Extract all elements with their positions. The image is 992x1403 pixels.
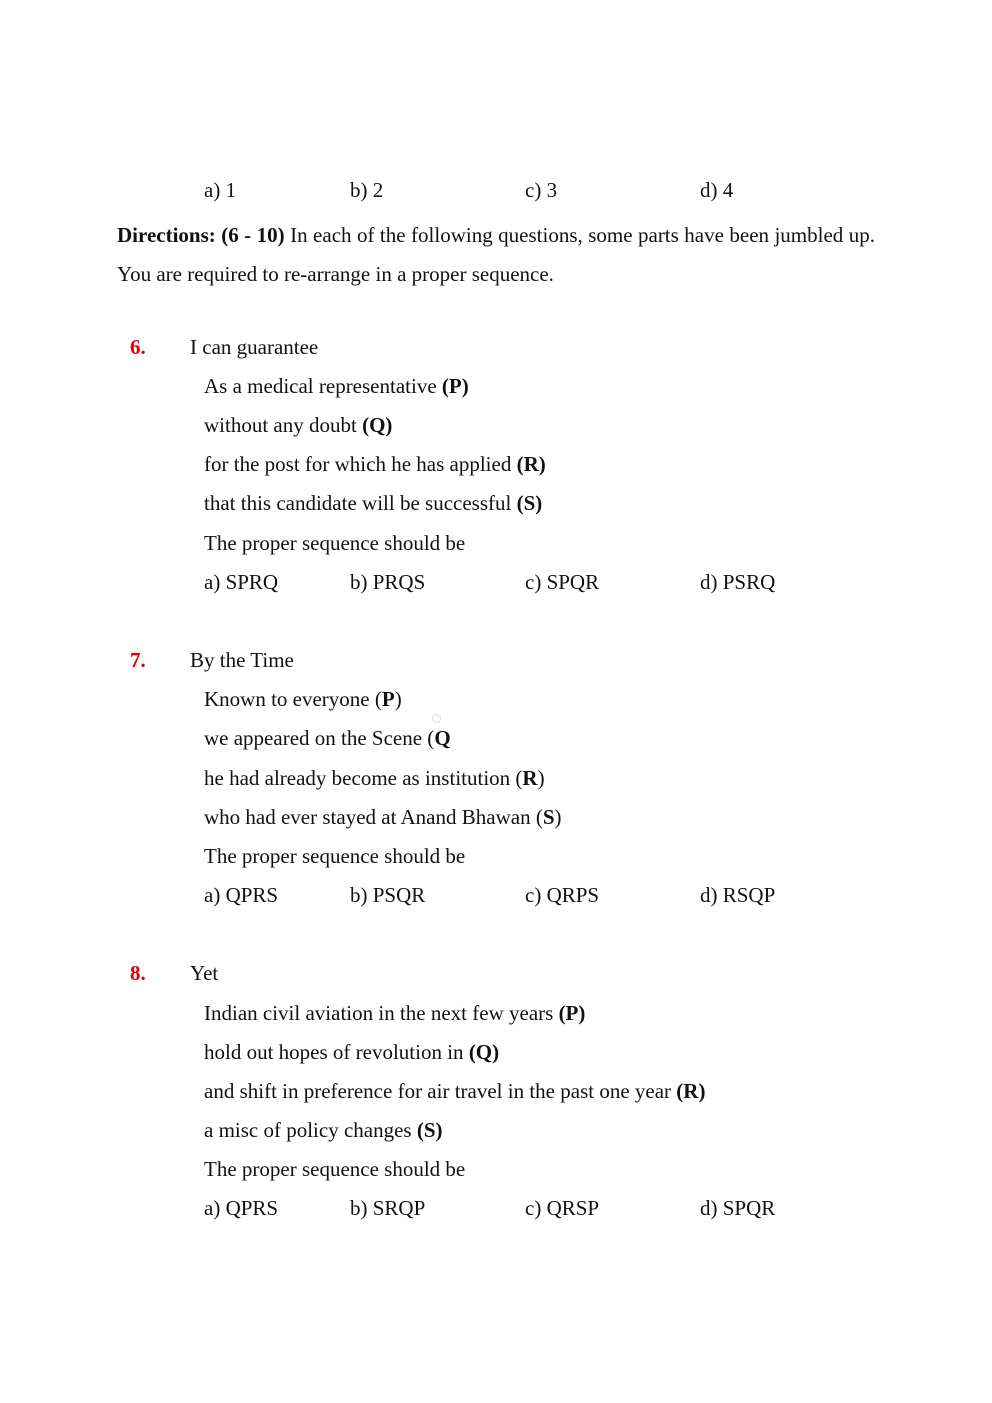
jumbled-part-q: without any doubt (Q)	[204, 413, 393, 437]
jumbled-part-p: Known to everyone (P)	[204, 687, 402, 711]
question-stem: I can guarantee	[190, 335, 319, 359]
directions	[117, 216, 875, 294]
sequence-prompt: The proper sequence should be	[204, 531, 466, 555]
option-b: b) 2	[350, 178, 384, 202]
sequence-prompt: The proper sequence should be	[204, 844, 466, 868]
jumbled-part-s: that this candidate will be successful (S)	[204, 491, 543, 515]
jumbled-part-r: for the post for which he has applied (R)	[204, 452, 546, 476]
option-a: a) QPRS	[204, 1196, 279, 1220]
question-number: 7.	[130, 648, 146, 672]
question-stem: By the Time	[190, 648, 294, 672]
option-b: b) SRQP	[350, 1196, 426, 1220]
jumbled-part-q: hold out hopes of revolution in (Q)	[204, 1040, 500, 1064]
stray-mark-icon	[432, 714, 441, 723]
jumbled-part-r: he had already become as institution (R)	[204, 766, 545, 790]
option-c: c) QRPS	[525, 883, 600, 907]
option-a: a) SPRQ	[204, 570, 279, 594]
jumbled-part-p: Indian civil aviation in the next few years (P)	[204, 1001, 586, 1025]
option-d: d) PSRQ	[700, 570, 776, 594]
question-number: 6.	[130, 335, 146, 359]
option-d: d) 4	[700, 178, 734, 202]
option-a: a) 1	[204, 178, 237, 202]
option-b: b) PSQR	[350, 883, 426, 907]
option-b: b) PRQS	[350, 570, 426, 594]
directions-range: (6 - 10)	[221, 223, 285, 247]
option-c: c) QRSP	[525, 1196, 600, 1220]
jumbled-part-s: a misc of policy changes (S)	[204, 1118, 443, 1142]
directions-text: In each of the following questions, some parts have been jumbled up. You are required to re-arrange in a proper sequence.	[117, 223, 876, 286]
jumbled-part-p: As a medical representative (P)	[204, 374, 469, 398]
jumbled-part-q: we appeared on the Scene (Q	[204, 726, 451, 750]
question-number: 8.	[130, 961, 146, 985]
directions-label: Directions:	[117, 223, 216, 247]
option-a: a) QPRS	[204, 883, 279, 907]
option-d: d) RSQP	[700, 883, 776, 907]
jumbled-part-s: who had ever stayed at Anand Bhawan (S)	[204, 805, 562, 829]
option-d: d) SPQR	[700, 1196, 776, 1220]
option-c: c) SPQR	[525, 570, 600, 594]
question-stem: Yet	[190, 961, 219, 985]
sequence-prompt: The proper sequence should be	[204, 1157, 466, 1181]
jumbled-part-r: and shift in preference for air travel in the past one year (R)	[204, 1079, 706, 1103]
option-c: c) 3	[525, 178, 558, 202]
